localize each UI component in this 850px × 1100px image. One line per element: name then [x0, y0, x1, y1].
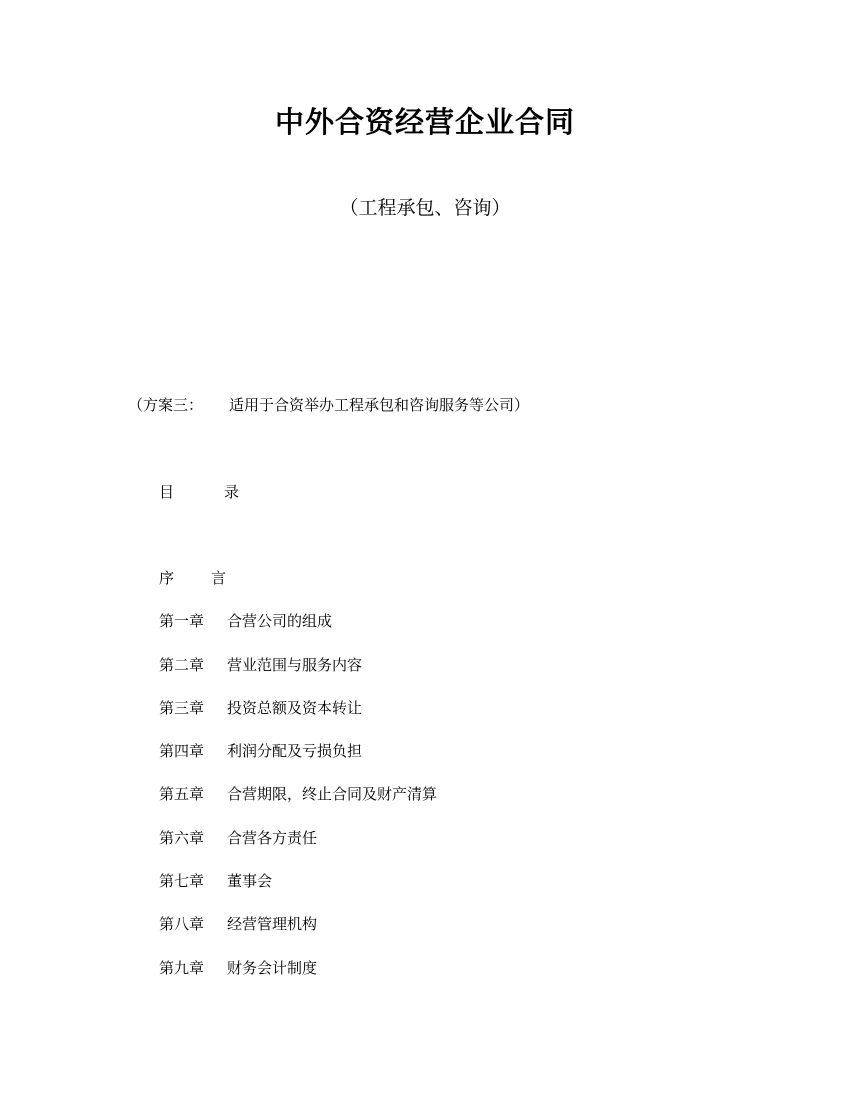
toc-item-chapter-8[interactable]	[159, 912, 437, 955]
toc-item-number: 第二章	[159, 655, 205, 674]
toc-item-number: 序	[159, 569, 175, 587]
toc-item-preface[interactable]	[159, 566, 437, 609]
page-subtitle: （工程承包、咨询）	[339, 197, 511, 219]
toc-item-number: 第九章	[159, 958, 205, 977]
toc-item-chapter-2[interactable]	[159, 653, 437, 696]
toc-item-title: 言	[211, 569, 227, 587]
toc-item-number: 第五章	[159, 785, 205, 804]
toc-item-number: 第三章	[159, 698, 205, 717]
toc-item-chapter-7[interactable]	[159, 869, 437, 912]
toc-item-title: 经营管理机构	[227, 915, 318, 934]
toc-item-title: 合营公司的组成	[227, 612, 333, 631]
toc-item-chapter-1[interactable]	[159, 609, 437, 652]
toc-item-title: 合营各方责任	[227, 828, 318, 847]
toc-item-number: 第七章	[159, 872, 205, 891]
scheme-note	[128, 393, 529, 417]
toc-list	[159, 566, 437, 999]
toc-item-title: 财务会计制度	[227, 958, 318, 977]
toc-item-number: 第六章	[159, 828, 205, 847]
toc-item-title: 营业范围与服务内容	[227, 655, 363, 674]
scheme-label: （方案三：	[128, 396, 204, 414]
toc-item-number: 第一章	[159, 612, 205, 631]
toc-item-number: 第八章	[159, 915, 205, 934]
toc-heading	[159, 480, 239, 504]
toc-heading-char-1: 目	[159, 483, 175, 501]
toc-item-number: 第四章	[159, 742, 205, 761]
toc-item-title: 投资总额及资本转让	[227, 698, 363, 717]
toc-item-title: 董事会	[227, 872, 273, 891]
toc-item-chapter-5[interactable]	[159, 782, 437, 825]
toc-item-chapter-9[interactable]	[159, 956, 437, 999]
toc-item-chapter-4[interactable]	[159, 739, 437, 782]
toc-heading-char-2: 录	[224, 483, 240, 501]
toc-item-chapter-3[interactable]	[159, 696, 437, 739]
toc-item-title: 合营期限，终止合同及财产清算	[227, 785, 438, 804]
toc-item-title: 利润分配及亏损负担	[227, 742, 363, 761]
toc-item-chapter-6[interactable]	[159, 826, 437, 869]
page-title: 中外合资经营企业合同	[274, 105, 575, 139]
scheme-description: 适用于合资举办工程承包和咨询服务等公司）	[229, 396, 530, 414]
